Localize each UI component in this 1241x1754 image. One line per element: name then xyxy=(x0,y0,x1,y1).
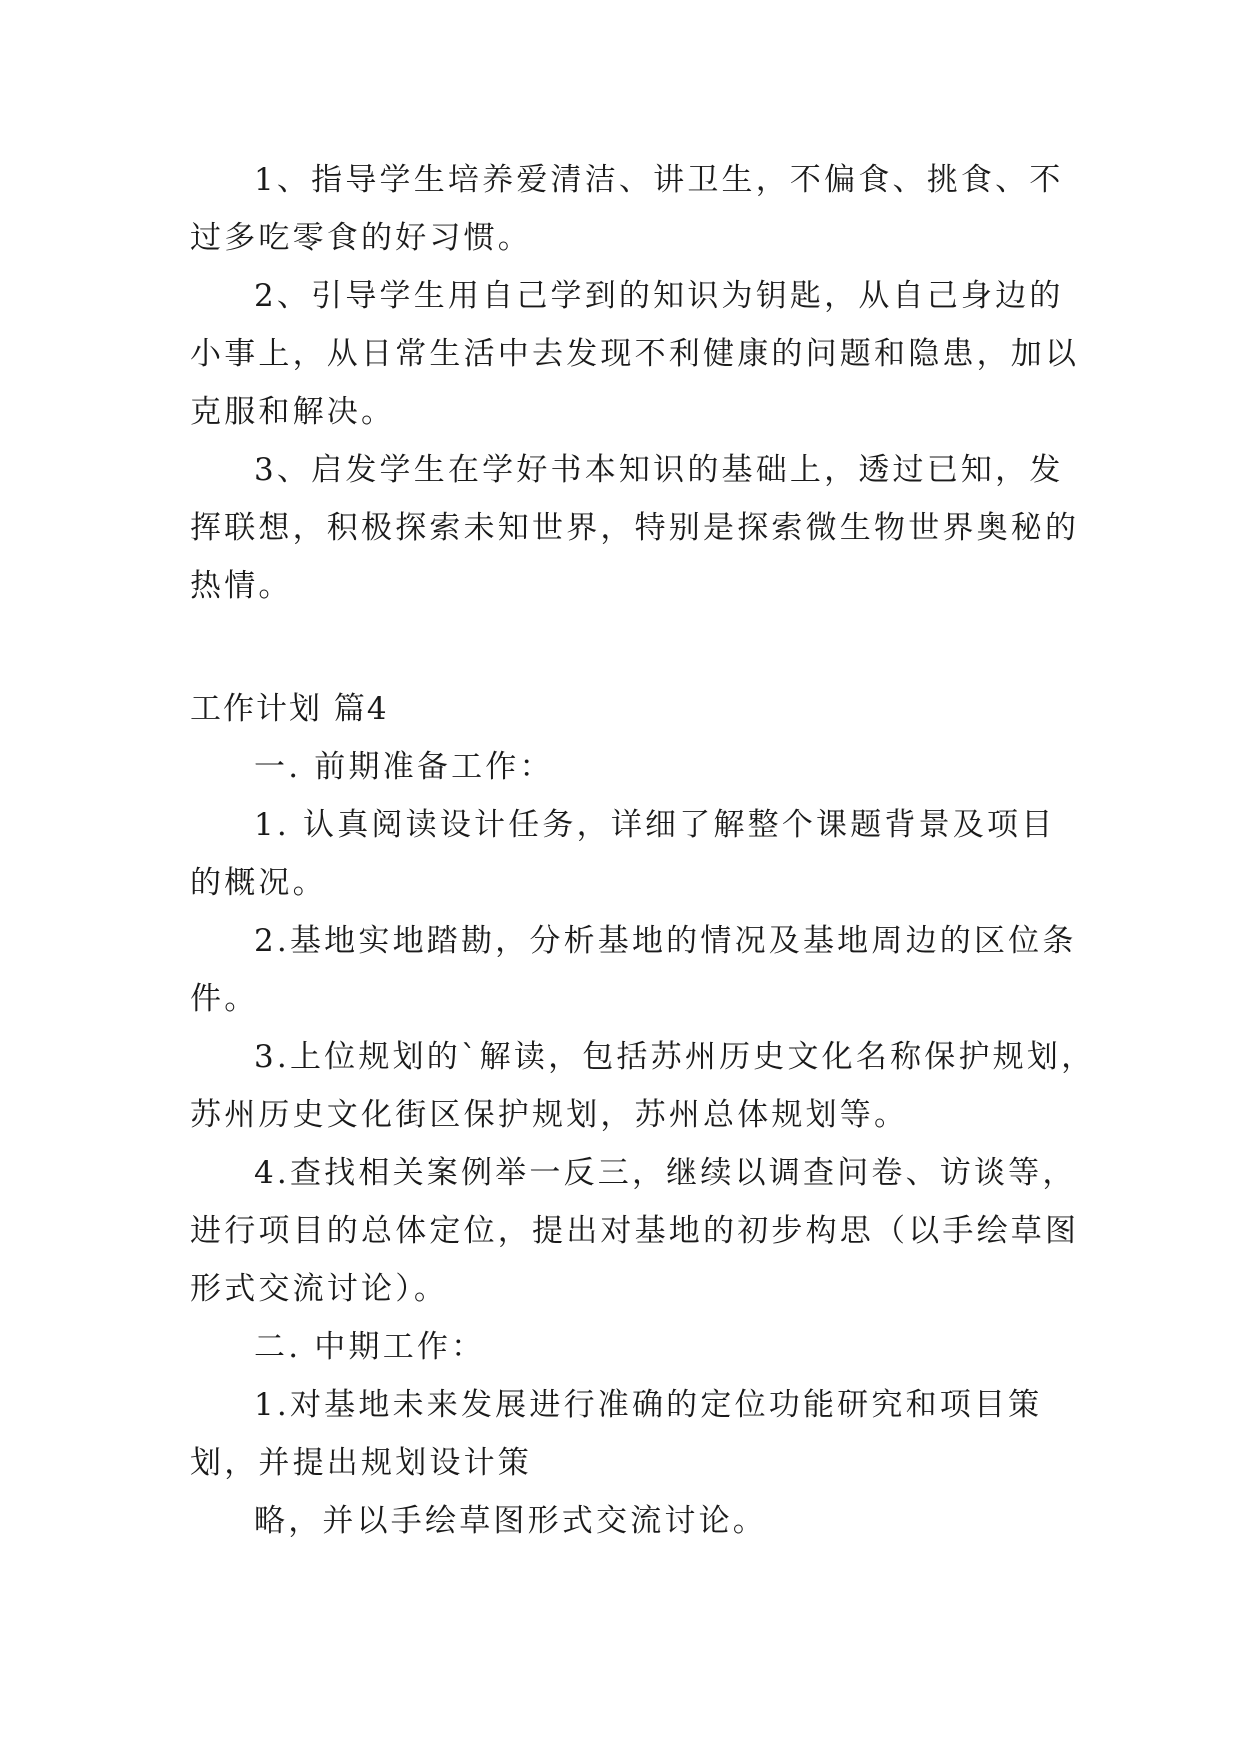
item-2-line-2: 件。 xyxy=(190,981,259,1017)
item-3-line-2: 苏州历史文化街区保护规划，苏州总体规划等。 xyxy=(190,1097,909,1133)
item-1-line-1: 1. 认真阅读设计任务，详细了解整个课题背景及项目 xyxy=(254,807,1056,843)
section-heading: 工作计划 篇4 xyxy=(190,691,389,727)
item-4-line-3: 形式交流讨论）。 xyxy=(190,1271,449,1307)
paragraph-1-line-2: 过多吃零食的好习惯。 xyxy=(190,220,532,256)
section-2-body xyxy=(190,738,1096,1550)
item-4-line-1: 4.查找相关案例举一反三，继续以调查问卷、访谈等， xyxy=(254,1155,1077,1191)
mid-item-1-line-2: 划，并提出规划设计策 xyxy=(190,1445,532,1481)
paragraph-3-line-2: 挥联想，积极探索未知世界，特别是探索微生物世界奥秘的 xyxy=(190,510,1080,546)
paragraph-2-line-2: 小事上，从日常生活中去发现不利健康的问题和隐患，加以 xyxy=(190,336,1080,372)
paragraph-3-line-3: 热情。 xyxy=(190,568,293,604)
item-4-line-2: 进行项目的总体定位，提出对基地的初步构思（以手绘草图 xyxy=(190,1213,1080,1249)
subheading-mid-work: 二. 中期工作： xyxy=(254,1329,486,1365)
subheading-prep-work: 一. 前期准备工作： xyxy=(254,749,554,785)
mid-item-1-line-3: 略，并以手绘草图形式交流讨论。 xyxy=(254,1503,767,1539)
section-1-body xyxy=(190,151,1080,615)
paragraph-3-line-1: 3、启发学生在学好书本知识的基础上，透过已知，发 xyxy=(254,452,1064,488)
paragraph-1-line-1: 1、指导学生培养爱清洁、讲卫生，不偏食、挑食、不 xyxy=(254,162,1064,198)
item-2-line-1: 2.基地实地踏勘，分析基地的情况及基地周边的区位条 xyxy=(254,923,1077,959)
section-2-heading-block xyxy=(190,680,1060,738)
item-1-line-2: 的概况。 xyxy=(190,865,327,901)
paragraph-2-line-1: 2、引导学生用自己学到的知识为钥匙，从自己身边的 xyxy=(254,278,1064,314)
paragraph-2-line-3: 克服和解决。 xyxy=(190,394,396,430)
mid-item-1-line-1: 1.对基地未来发展进行准确的定位功能研究和项目策 xyxy=(254,1387,1043,1423)
item-3-line-1: 3.上位规划的`解读，包括苏州历史文化名称保护规划， xyxy=(254,1039,1096,1075)
